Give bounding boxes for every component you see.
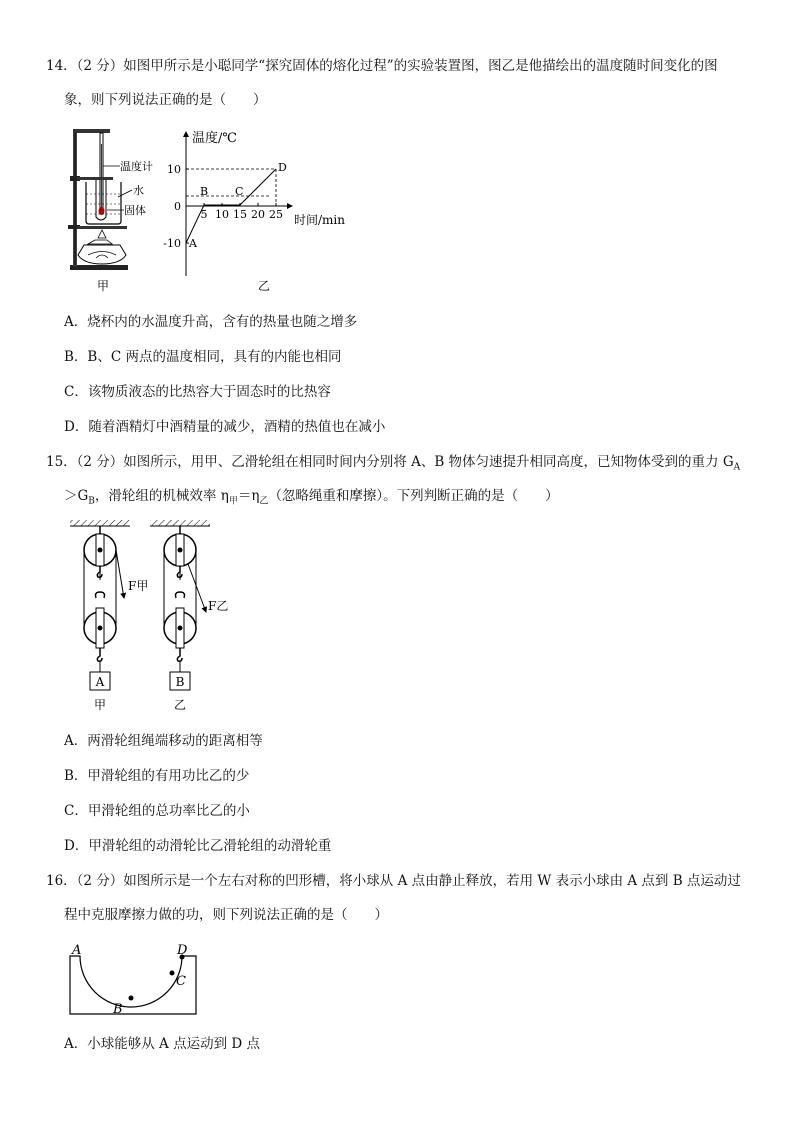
q14-option-d[interactable]: D．随着酒精灯中酒精量的减少，酒精的热值也在减小 — [64, 419, 386, 435]
force-label-jia: F甲 — [128, 579, 149, 593]
point-a-label: A — [72, 943, 82, 958]
force-label-yi: F乙 — [208, 599, 229, 613]
point-d-label: D — [177, 943, 188, 958]
y-tick-label: 10 — [167, 163, 181, 176]
q14-stem-line2: 象，则下列说法正确的是（ ） — [64, 92, 267, 108]
q15-stem-line2: $>G_B$，滑轮组的机械效率 $\eta_甲=\eta_乙$（忽略绳重和摩擦）。下列判断正确的是（ ） — [64, 488, 559, 507]
stand-base — [70, 265, 128, 270]
concave-groove-figure — [64, 940, 214, 1020]
caption-jia: 甲 — [93, 698, 107, 712]
water-label: 水 — [133, 184, 144, 197]
solid-label: 固体 — [124, 204, 146, 217]
x-axis-label: 时间/min — [294, 213, 345, 227]
q15-option-c[interactable]: C．甲滑轮组的总功率比乙的小 — [64, 803, 250, 819]
point-label-c: C — [235, 185, 244, 198]
point-label-b: B — [200, 185, 209, 198]
box-a-label: A — [95, 675, 105, 689]
point-c-label: C — [176, 974, 186, 989]
y-tick-label: 0 — [174, 200, 181, 213]
q14-option-b[interactable]: B．B、C 两点的温度相同，具有的内能也相同 — [64, 349, 342, 365]
thermometer-label: 温度计 — [120, 160, 153, 173]
x-tick-label: 15 — [233, 208, 247, 221]
q15-option-d[interactable]: D．甲滑轮组的动滑轮比乙滑轮组的动滑轮重 — [64, 838, 332, 854]
figure-caption-yi: 乙 — [258, 279, 271, 293]
ceiling-jia — [70, 520, 130, 526]
point-b-dot — [129, 996, 134, 1001]
box-b-label: B — [175, 675, 185, 689]
force-arrow-yi — [188, 564, 206, 612]
figure-caption-jia: 甲 — [97, 279, 110, 293]
point-c-dot — [170, 971, 175, 976]
x-tick-label: 25 — [269, 208, 283, 221]
x-tick-label: 5 — [200, 208, 208, 221]
caption-yi: 乙 — [173, 698, 187, 712]
point-b-label: B — [113, 1002, 123, 1017]
x-tick-label: 10 — [215, 208, 229, 221]
alcohol-lamp — [78, 245, 126, 264]
temperature-time-chart — [162, 126, 362, 296]
q14-apparatus-figure — [60, 124, 165, 299]
point-label-d: D — [278, 161, 287, 174]
top-clamp — [73, 129, 110, 133]
point-label-a: A — [189, 237, 197, 250]
ceiling-yi — [150, 520, 210, 526]
q15-option-a[interactable]: A．两滑轮组绳端移动的距离相等 — [64, 733, 263, 749]
q16-stem-line1: 16．（2 分）如图所示是一个左右对称的凹形槽，将小球从 A 点由静止释放，若用 W 表示小球由 A 点到 B 点运动过 — [46, 873, 741, 889]
ring-support — [77, 226, 127, 229]
middle-clamp — [77, 177, 113, 180]
force-arrow-jia — [116, 550, 124, 598]
q16-option-a[interactable]: A．小球能够从 A 点运动到 D 点 — [64, 1036, 260, 1052]
q15-option-b[interactable]: B．甲滑轮组的有用功比乙的少 — [64, 768, 250, 784]
q15-stem-line1: 15．（2 分）如图所示，用甲、乙滑轮组在相同时间内分别将 A、B 物体匀速提升相同高度，已知物体受到的重力 $G_A$ — [46, 454, 741, 473]
y-axis-label: 温度/℃ — [192, 131, 237, 146]
q14-stem-line1: 14．（2 分）如图甲所示是小聪同学“探究固体的熔化过程”的实验装置图，图乙是他描绘出的温度随时间变化的图 — [46, 58, 718, 74]
flame — [98, 230, 106, 238]
pulley-system-figure — [62, 516, 252, 716]
q16-stem-line2: 程中克服摩擦力做的功，则下列说法正确的是（ ） — [64, 907, 388, 923]
x-tick-label: 20 — [251, 208, 265, 221]
q14-option-c[interactable]: C．该物质液态的比热容大于固态时的比热容 — [64, 384, 331, 400]
y-tick-label: -10 — [163, 237, 181, 250]
q14-option-a[interactable]: A．烧杯内的水温度升高，含有的热量也随之增多 — [64, 314, 358, 330]
